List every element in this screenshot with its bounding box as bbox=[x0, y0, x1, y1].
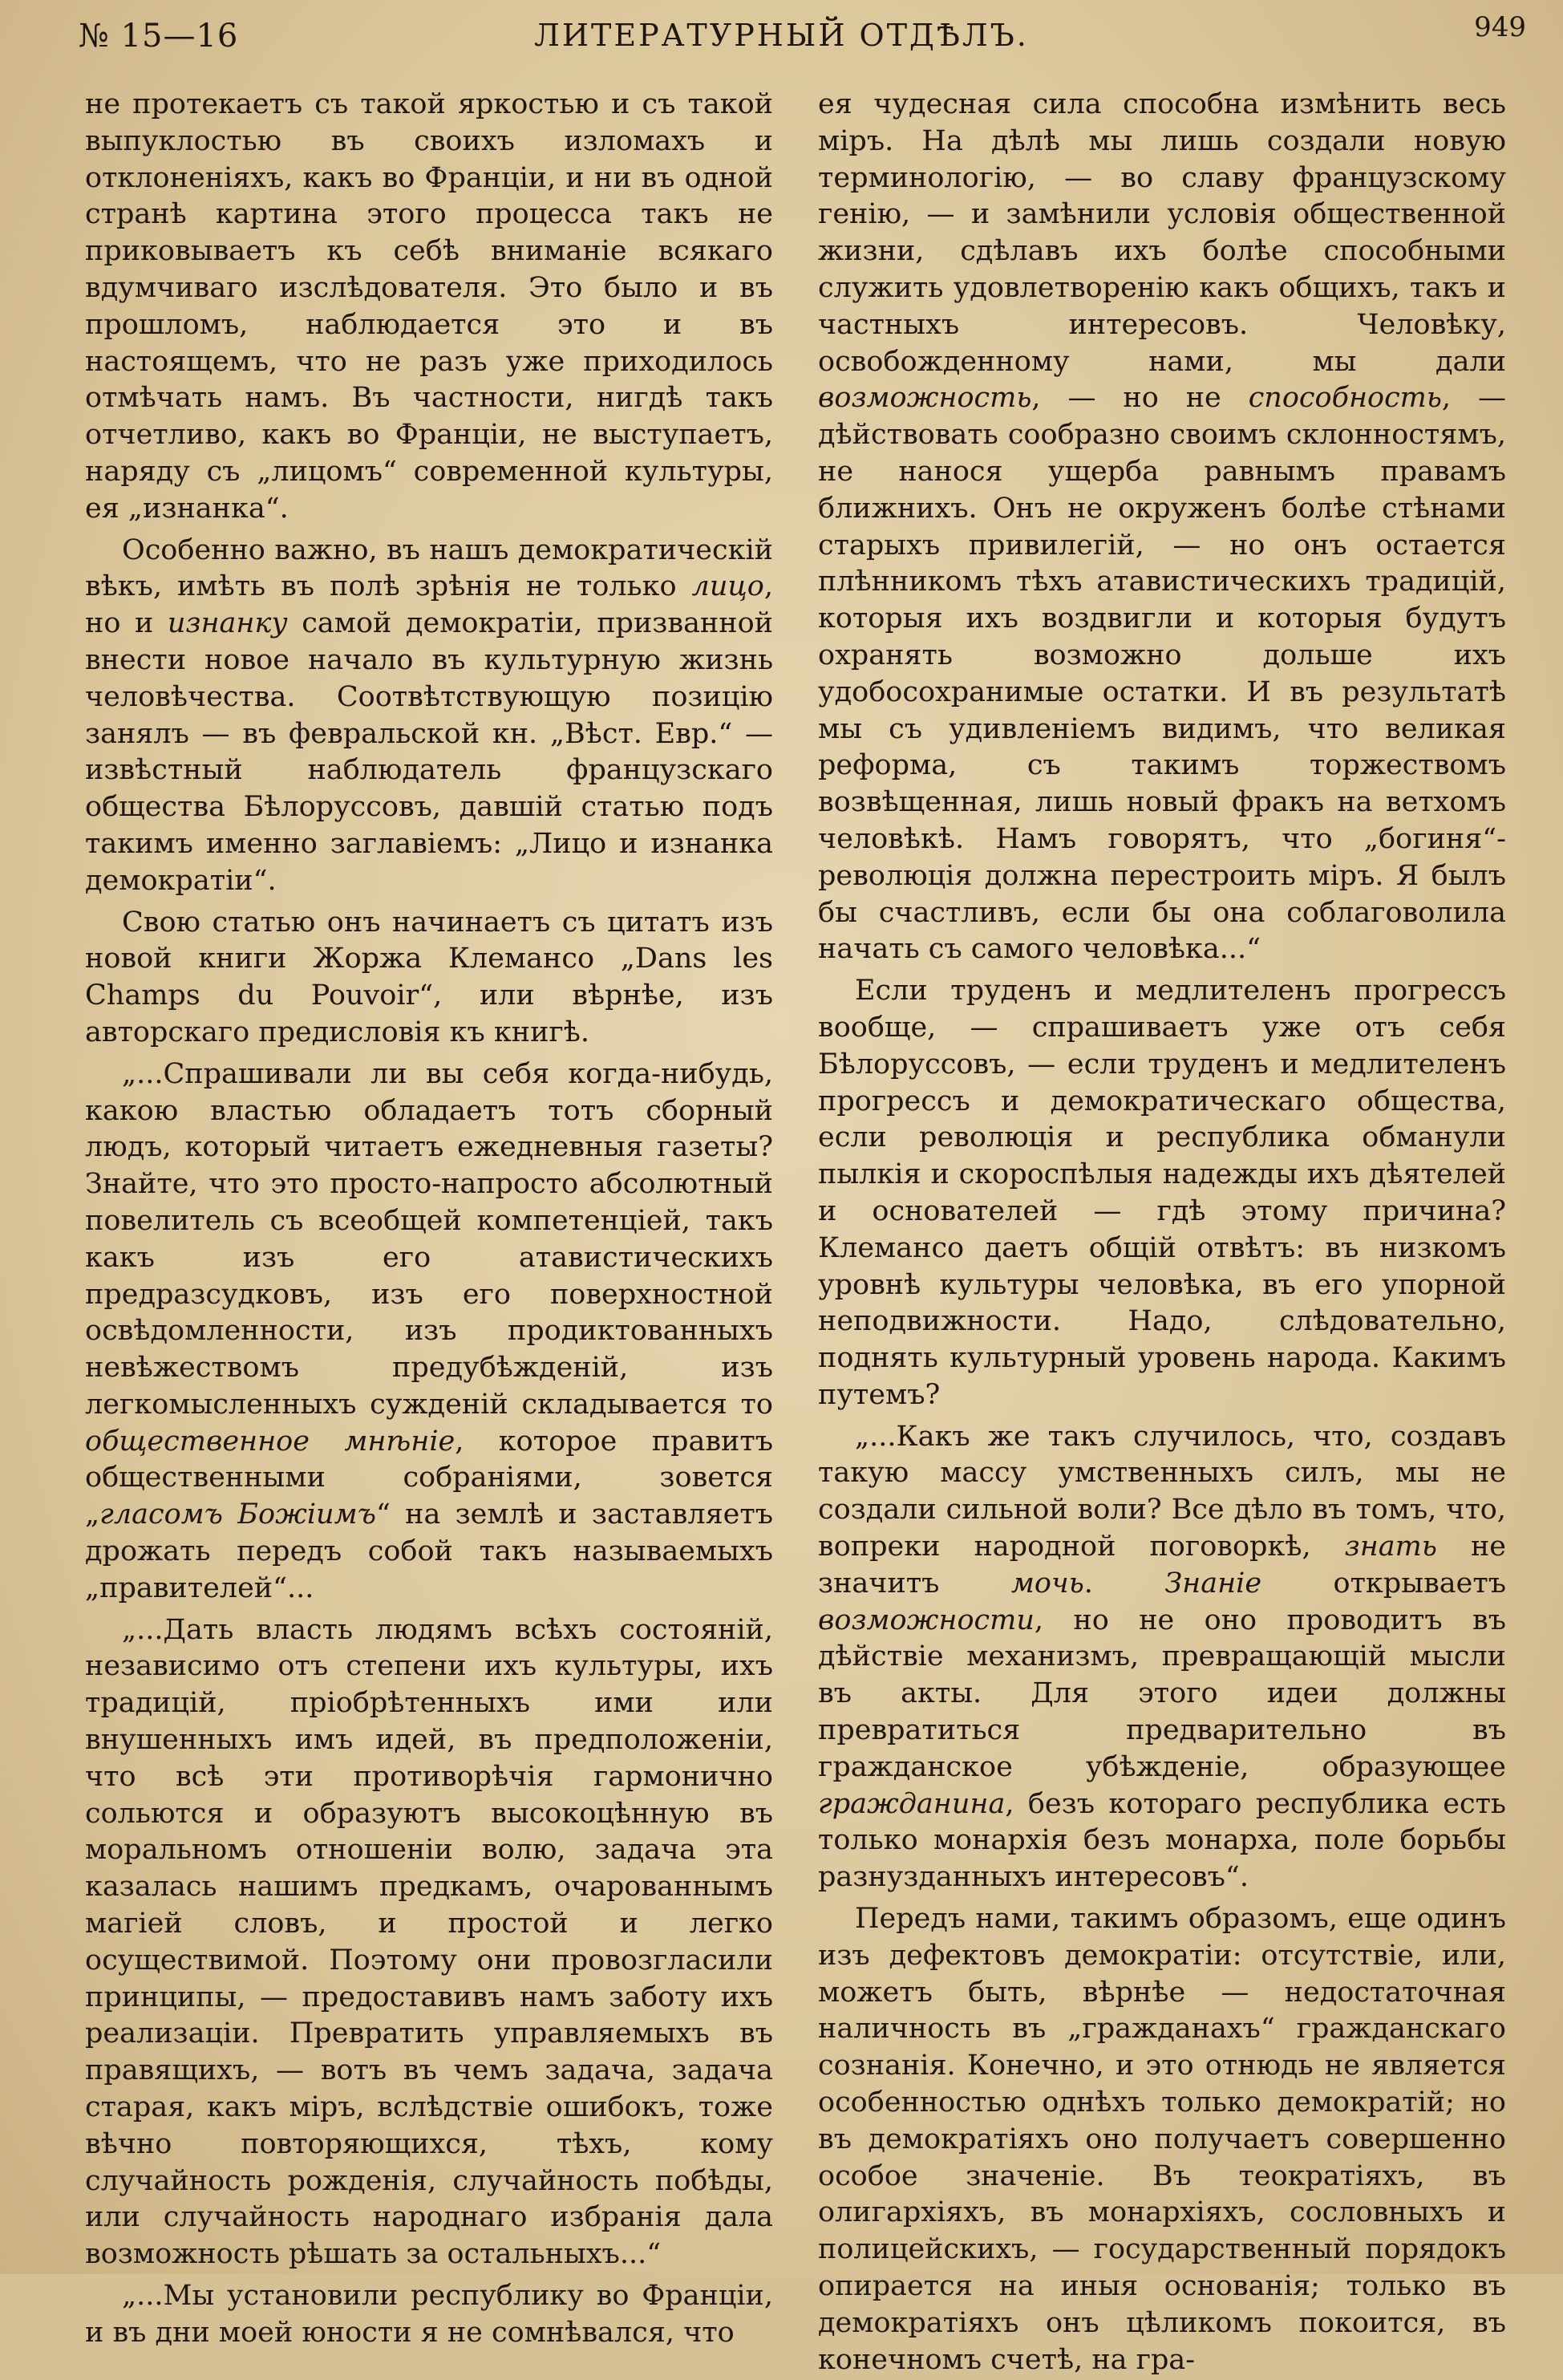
paragraph: Особенно важно, въ нашъ демократическій вѣкъ, имѣть въ полѣ зрѣнія не только лицо, но и изнанку самой демократіи, призванной внести новое начало въ культурную жизнь человѣчества. Соотвѣтствующую позицію занялъ — въ февральской кн. „Вѣст. Евр.“ — извѣстный наблюдатель французскаго общества Бѣлоруссовъ, давшій статью подъ такимъ именно заглавіемъ: „Лицо и изнанка демократіи“. bbox=[85, 533, 773, 897]
quote-paragraph: „...Спрашивали ли вы себя когда-нибудь, какою властью обладаетъ тотъ сборный людъ, который читаетъ ежедневныя газеты? Знайте, что это просто-напросто абсолютный повелитель съ всеобщей компетенціей, такъ какъ изъ его атавистическихъ предразсудковъ, изъ его поверхностной освѣдомленности, изъ продиктованныхъ невѣжествомъ предубѣжденій, изъ легкомысленныхъ сужденій складывается то общественное мнѣніе, которое правитъ общественными собраніями, зовется „гласомъ Божіимъ“ на землѣ и заставляетъ дрожать передъ собой такъ называемыхъ „правителей“... bbox=[85, 1057, 773, 1604]
paragraph: Если труденъ и медлителенъ прогрессъ вообще, — спрашиваетъ уже отъ себя Бѣлоруссовъ, — если труденъ и медлителенъ прогрессъ и демократическаго общества, если революція и республика обманули пылкія и скороспѣлыя надежды ихъ дѣятелей и основателей — гдѣ этому причина? Клемансо даетъ общій отвѣтъ: въ низкомъ уровнѣ культуры человѣка, въ его упорной неподвижности. Надо, слѣдовательно, поднять культурный уровень народа. Какимъ путемъ? bbox=[818, 975, 1506, 1411]
italic-emphasis: мочь bbox=[1010, 1567, 1084, 1600]
italic-emphasis: гласомъ Божіимъ bbox=[99, 1498, 376, 1531]
italic-emphasis: знать bbox=[1344, 1531, 1437, 1563]
quote-paragraph: „...Какъ же такъ случилось, что, создавъ такую массу умственныхъ силъ, мы не создали сильной воли? Все дѣло въ томъ, что, вопреки народной поговоркѣ, знать не значитъ мочь. Знаніе открываетъ возможности, но не оно проводитъ въ дѣйствіе механизмъ, превращающій мысли въ акты. Для этого идеи должны превратиться предварительно въ гражданское убѣжденіе, образующее гражданина, безъ котораго республика есть только монархія безъ монарха, поле борьбы разнузданныхъ интересовъ“. bbox=[818, 1420, 1506, 1894]
paragraph: Свою статью онъ начинаетъ съ цитатъ изъ новой книги Жоржа Клемансо „Dans les Champs du Pouvoir“, или вѣрнѣе, изъ авторскаго предисловія къ книгѣ. bbox=[85, 906, 773, 1048]
italic-emphasis: лицо bbox=[691, 570, 764, 603]
page-number: 949 bbox=[1474, 11, 1526, 43]
italic-emphasis: Знаніе bbox=[1164, 1567, 1262, 1600]
italic-emphasis: общественное мнѣніе bbox=[85, 1425, 456, 1458]
right-column bbox=[818, 87, 1506, 2380]
italic-emphasis: изнанку bbox=[167, 607, 288, 640]
italic-emphasis: возможность bbox=[818, 382, 1032, 415]
quote-paragraph: „...Мы установили республику во Франціи, и въ дни моей юности я не сомнѣвался, что bbox=[85, 2280, 773, 2349]
left-column bbox=[85, 87, 773, 2354]
italic-emphasis: способность bbox=[1248, 382, 1442, 415]
page-header bbox=[0, 11, 1563, 59]
paragraph: не протекаетъ съ такой яркостью и съ такой выпуклостью въ своихъ изломахъ и отклоненіяхъ, какъ во Франціи, и ни въ одной странѣ картина этого процесса такъ не приковываетъ къ себѣ вниманіе всякаго вдумчиваго изслѣдователя. Это было и въ прошломъ, наблюдается это и въ настоящемъ, что не разъ уже приходилось отмѣчать намъ. Въ частности, нигдѣ такъ отчетливо, какъ во Франціи, не выступаетъ, наряду съ „лицомъ“ современной культуры, ея „изнанка“. bbox=[85, 88, 773, 525]
issue-number: № 15—16 bbox=[79, 18, 239, 55]
paragraph: Передъ нами, такимъ образомъ, еще одинъ изъ дефектовъ демократіи: отсутствіе, или, можетъ быть, вѣрнѣе — недостаточная наличность въ „гражданахъ“ гражданскаго сознанія. Конечно, и это отнюдь не является особенностью однѣхъ только демократій; но въ демократіяхъ оно получаетъ совершенно особое значеніе. Въ теократіяхъ, въ олигархіяхъ, въ монархіяхъ, сословныхъ и полицейскихъ, — государственный порядокъ опирается на иныя основанія; только въ демократіяхъ онъ цѣликомъ покоится, въ конечномъ счетѣ, на гра- bbox=[818, 1903, 1506, 2376]
quote-paragraph: „...Дать власть людямъ всѣхъ состояній, независимо отъ степени ихъ культуры, ихъ традицій, пріобрѣтенныхъ ими или внушенныхъ имъ идей, въ предположеніи, что всѣ эти противорѣчія гармонично сольются и образуютъ высокоцѣнную въ моральномъ отношеніи волю, задача эта казалась нашимъ предкамъ, очарованнымъ магіей словъ, и простой и легко осуществимой. Поэтому они провозгласили принципы, — предоставивъ намъ заботу ихъ реализаціи. Превратить управляемыхъ въ правящихъ, — вотъ въ чемъ задача, задача старая, какъ міръ, вслѣдствіе ошибокъ, тоже вѣчно повторяющихся, тѣхъ, кому случайность рожденія, случайность побѣды, или случайность народнаго избранія дала возможность рѣшать за остальныхъ...“ bbox=[85, 1613, 773, 2271]
section-title: ЛИТЕРАТУРНЫЙ ОТДѢЛЪ. bbox=[534, 18, 1029, 53]
quote-paragraph: ея чудесная сила способна измѣнить весь міръ. На дѣлѣ мы лишь создали новую терминологію, — во славу французскому генію, — и замѣнили условія общественной жизни, сдѣлавъ ихъ болѣе способными служить удовлетворенію какъ общихъ, такъ и частныхъ интересовъ. Человѣку, освобожденному нами, мы дали возможность, — но не способность, — дѣйствовать сообразно своимъ склонностямъ, не нанося ущерба равнымъ правамъ ближнихъ. Онъ не окруженъ болѣе стѣнами старыхъ привилегій, — но онъ остается плѣнникомъ тѣхъ атавистическихъ традицій, которыя ихъ воздвигли и которыя будутъ охранять возможно дольше ихъ удобосохранимые остатки. И въ результатѣ мы съ удивленіемъ видимъ, что великая реформа, съ такимъ торжествомъ возвѣщенная, лишь новый фракъ на ветхомъ человѣкѣ. Намъ говорятъ, что „богиня“-революція должна перестроить міръ. Я былъ бы счастливъ, если бы она соблаговолила начать съ самого человѣка...“ bbox=[818, 88, 1506, 966]
italic-emphasis: возможности bbox=[818, 1604, 1035, 1636]
italic-emphasis: гражданина bbox=[818, 1787, 1006, 1820]
